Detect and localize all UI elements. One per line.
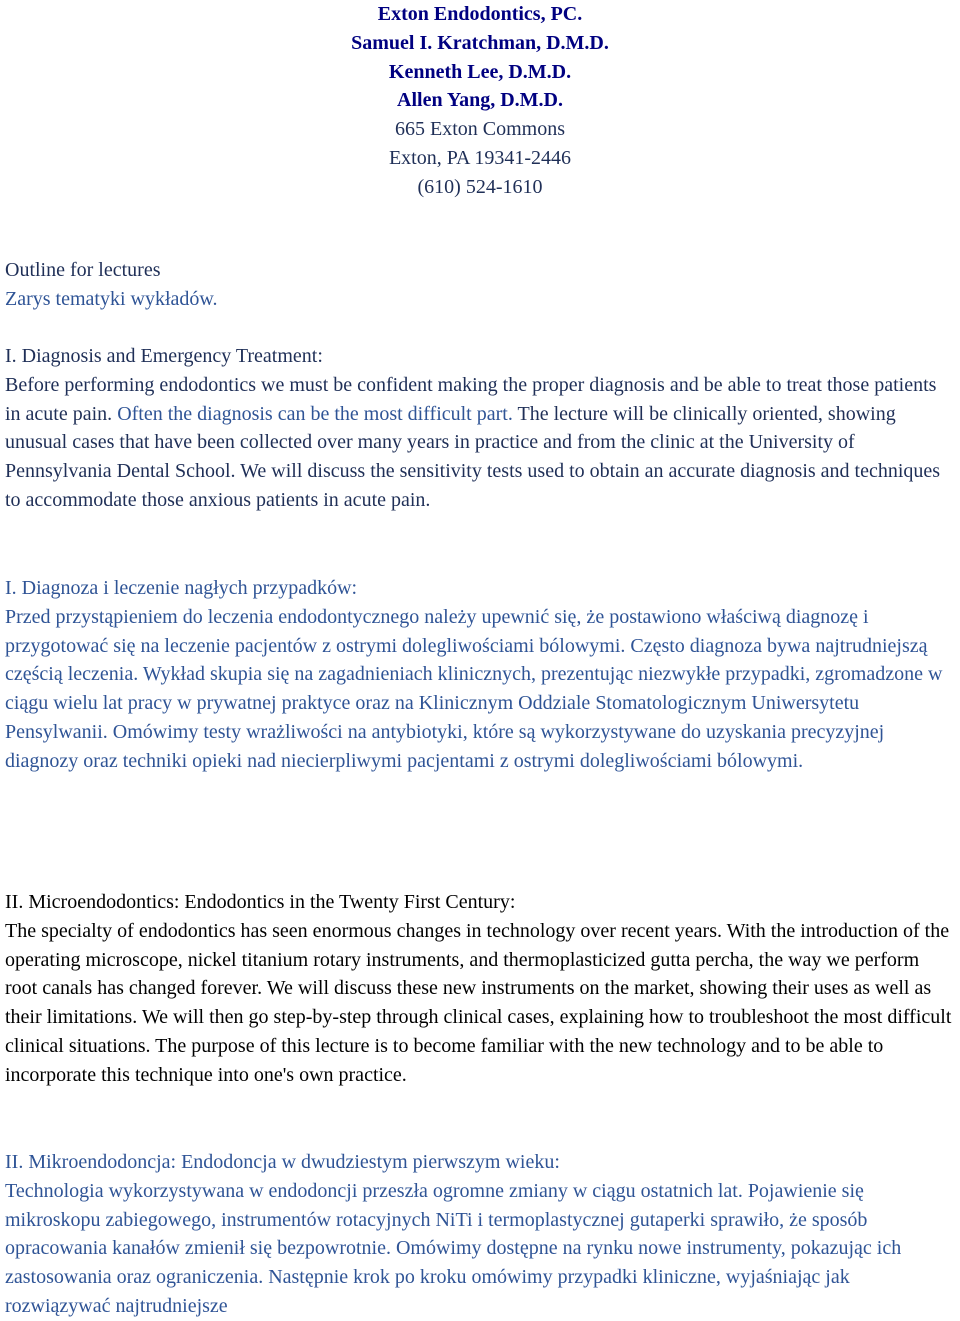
section-1-sentence-2: Often the diagnosis can be the most difficult part. — [117, 402, 518, 425]
section-1-polish — [5, 574, 955, 776]
section-1-title-pl: I. Diagnoza i leczenie nagłych przypadków: — [5, 577, 358, 599]
section-2-title-pl: II. Mikroendodoncja: Endodoncja w dwudziestym pierwszym wieku: — [5, 1151, 560, 1173]
section-1-body-en — [5, 371, 955, 515]
section-1-english — [5, 342, 955, 515]
section-1-sentence-1: Before performing endodontics we must be confident making the proper diagnosis and be able to treat those patients in acute pain. — [5, 373, 937, 425]
phone-number: (610) 524-1610 — [417, 175, 543, 198]
section-2-english — [5, 888, 955, 1090]
address-line-1: 665 Exton Commons — [394, 118, 565, 141]
practice-name: Exton Endodontics, PC. — [377, 3, 583, 25]
section-1-sentence-4: We will discuss the sensitivity tests used to obtain an accurate diagnosis and techniques to accommodate those anxious patients in acute pain. — [5, 460, 941, 511]
outline-title-pl: Zarys tematyki wykładów. — [5, 287, 218, 310]
doctor-name-1: Samuel I. Kratchman, D.M.D. — [351, 31, 609, 54]
section-2-title-en: II. Microendodontics: Endodontics in the Twenty First Century: — [5, 891, 516, 913]
section-1-body-pl: Przed przystąpieniem do leczenia endodontycznego należy upewnić się, że postawiono właściwą diagnozę i przygotować się na leczenie pacjentów z ostrymi dolegliwościami bólowymi. Często diagnoza bywa najtrudniejszą częścią leczenia. Wykład skupia się na zagadnieniach klinicznych, prezentując niezwykłe przypadki, zgromadzone w ciągu wielu lat pracy w prywatnej praktyce oraz na Klinicznym Oddziale Stomatologicznym Uniwersytetu Pensylwanii. Omówimy testy wrażliwości na antybiotyki, które są wykorzystywane do uzyskania precyzyjnej diagnozy oraz techniki opieki nad niecierpliwymi pacjentami z ostrymi dolegliwościami bólowymi. — [5, 605, 943, 772]
address-line-2: Exton, PA 19341-2446 — [388, 146, 572, 169]
letterhead — [0, 0, 960, 202]
section-2-polish — [5, 1148, 955, 1321]
outline-heading — [5, 256, 955, 314]
doctor-name-3: Allen Yang, D.M.D. — [397, 89, 563, 112]
doctor-name-2: Kenneth Lee, D.M.D. — [388, 60, 572, 83]
section-2-body-pl: Technologia wykorzystywana w endodoncji przeszła ogromne zmiany w ciągu ostatnich lat. Pojawienie się mikroskopu zabiegowego, instrumentów rotacyjnych NiTi i termoplastycznej gutaperki sprawiło, że sposób opracowania kanałów zmienił się bezpowrotnie. Omówimy dostępne na rynku nowe instrumenty, pokazując ich zastosowania oraz ograniczenia. Następnie krok po kroku omówimy przypadki kliniczne, wyjaśniając jak rozwiązywać najtrudniejsze — [5, 1179, 902, 1317]
section-1-title-en: I. Diagnosis and Emergency Treatment: — [5, 345, 323, 367]
outline-title-en: Outline for lectures — [5, 259, 161, 281]
section-1-sentence-3: The lecture will be clinically oriented, showing unusual cases that have been collected over many years in practice and from the clinic at the University of Pennsylvania Dental School. — [5, 402, 896, 483]
section-2-body-en: The specialty of endodontics has seen enormous changes in technology over recent years. With the introduction of the operating microscope, nickel titanium rotary instruments, and thermoplasticized gutta percha, the way we perform root canals has changed forever. We will discuss these new instruments on the market, showing their uses as well as their limitations. We will then go step-by-step through clinical cases, explaining how to troubleshoot the most difficult clinical situations. The purpose of this lecture is to become familiar with the new technology and to be able to incorporate this technique into one's own practice. — [5, 919, 952, 1086]
